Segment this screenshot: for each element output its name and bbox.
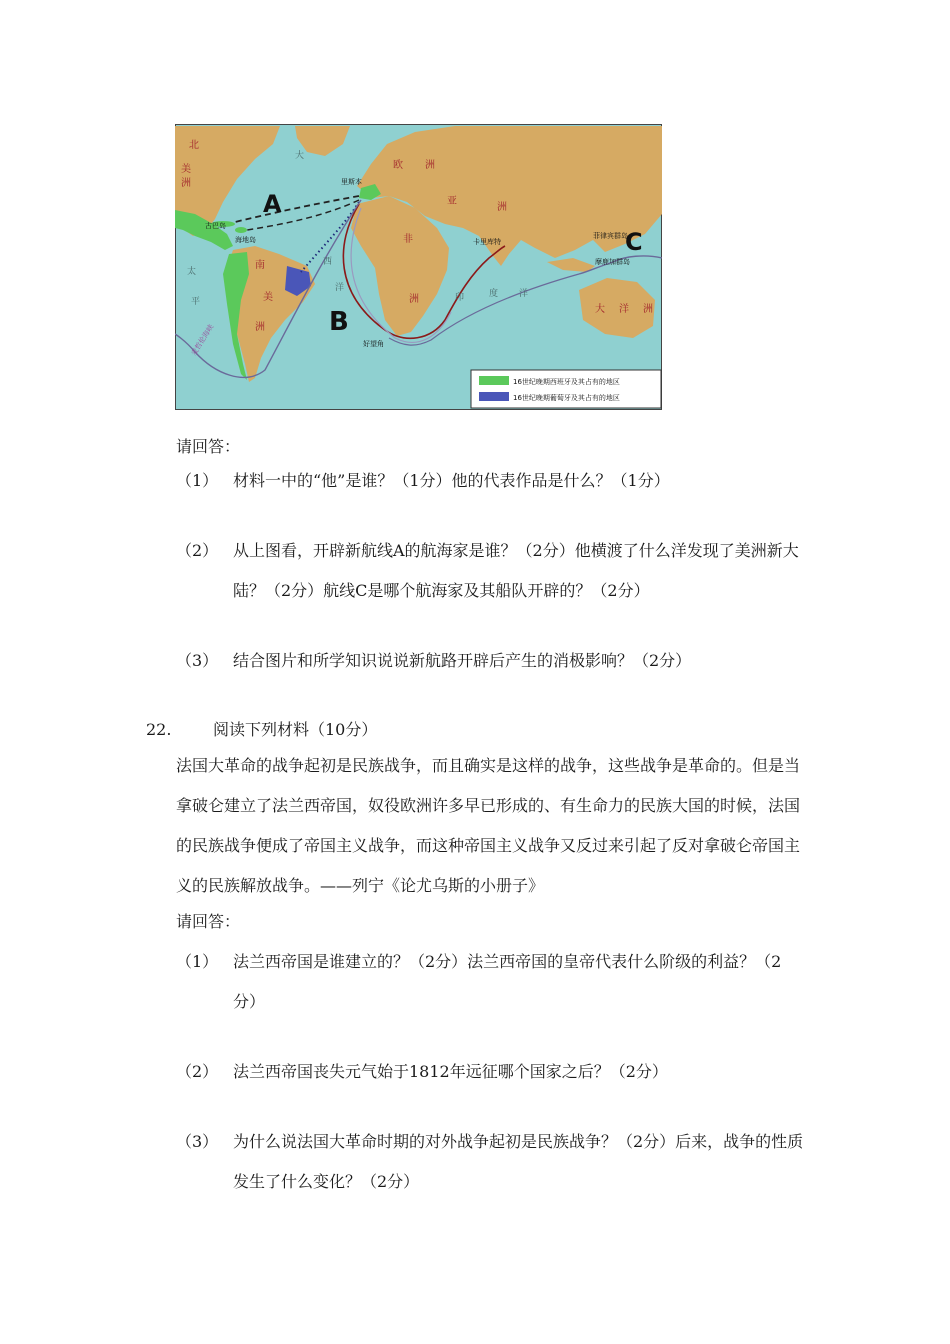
q22-material-line-3: 的民族战争便成了帝国主义战争，而这种帝国主义战争又反过来引起了反对拿破仑帝国主 — [176, 836, 801, 855]
ocean-char-3: 洋 — [335, 283, 345, 293]
haiti-label: 海地岛 — [235, 236, 256, 244]
af-char-2: 洲 — [409, 294, 419, 305]
oc-char-1: 大 — [595, 304, 605, 315]
calicut-label: 卡里库特 — [473, 238, 501, 246]
as-char-1: 亚 — [447, 196, 457, 207]
sa-char-2: 美 — [263, 292, 273, 303]
magellan-strait-label: 麦哲伦海峡 — [189, 323, 216, 358]
eu-char-1: 欧 — [393, 160, 403, 171]
legend-swatch-portugal — [479, 392, 509, 401]
q22-material-line-4: 义的民族解放战争。——列宁《论尤乌斯的小册子》 — [176, 876, 545, 895]
legend-label-portugal: 16世纪晚期葡萄牙及其占有的地区 — [513, 394, 620, 402]
q21-item-2-num: （2） — [176, 541, 219, 560]
q22-prompt: 请回答： — [176, 912, 241, 931]
lisbon-label: 里斯本 — [341, 178, 362, 186]
q21-item-2-line-1: 从上图看，开辟新航线A的航海家是谁？（2分）他横渡了什么洋发现了美洲新大 — [233, 541, 799, 560]
legend-label-spain: 16世纪晚期西班牙及其占有的地区 — [513, 378, 620, 386]
ocean-char-5: 度 — [489, 289, 499, 299]
q22-number: 22. — [146, 720, 172, 739]
q21-item-2-line-2: 陆？（2分）航线C是哪个航海家及其船队开辟的？（2分） — [233, 581, 650, 600]
route-a-label: A — [263, 190, 282, 218]
q21-item-1-num: （1） — [176, 471, 219, 490]
na-char-2: 美 — [181, 164, 191, 175]
q22-material-line-1: 法国大革命的战争起初是民族战争，而且确实是这样的战争，这些战争是革命的。但是当 — [176, 756, 801, 775]
q22-item-2-line-1: 法兰西帝国丧失元气始于1812年远征哪个国家之后？（2分） — [233, 1062, 668, 1081]
af-char-1: 非 — [403, 234, 413, 245]
na-char-1: 北 — [189, 140, 199, 151]
q22-item-1-line-2: 分） — [233, 992, 266, 1011]
q22-item-1-num: （1） — [176, 952, 219, 971]
ocean-char-1: 大 — [295, 151, 305, 161]
sa-char-3: 洲 — [255, 322, 265, 333]
q22-item-2-num: （2） — [176, 1062, 219, 1081]
route-c-label: C — [625, 228, 643, 256]
ocean-char-6: 洋 — [519, 289, 529, 299]
moluccas-label: 摩鹿加群岛 — [595, 258, 630, 266]
ocean-char-4: 印 — [455, 293, 465, 303]
q21-item-1-line-1: 材料一中的“他”是谁？（1分）他的代表作品是什么？（1分） — [233, 471, 670, 490]
q22-item-3-line-1: 为什么说法国大革命时期的对外战争起初是民族战争？（2分）后来，战争的性质 — [233, 1132, 804, 1151]
haiti-island — [235, 227, 247, 233]
ocean-char-2: 西 — [323, 257, 333, 267]
ocean-char-7: 太 — [187, 267, 197, 277]
q22-item-1-line-1: 法兰西帝国是谁建立的？（2分）法兰西帝国的皇帝代表什么阶级的利益？（2 — [233, 952, 782, 971]
ocean-char-8: 平 — [191, 297, 201, 307]
oc-char-3: 洲 — [643, 304, 653, 315]
q22-item-3-num: （3） — [176, 1132, 219, 1151]
map-legend — [471, 370, 661, 408]
cuba-label: 古巴岛 — [205, 222, 226, 230]
q22-item-3-line-2: 发生了什么变化？（2分） — [233, 1172, 420, 1191]
q21-item-3-line-1: 结合图片和所学知识说说新航路开辟后产生的消极影响？（2分） — [233, 651, 692, 670]
q21-prompt: 请回答： — [176, 437, 241, 456]
as-char-2: 洲 — [497, 202, 507, 213]
q22-title: 阅读下列材料（10分） — [213, 720, 378, 739]
na-char-3: 洲 — [181, 178, 191, 189]
philippines-label: 菲律宾群岛 — [593, 232, 628, 240]
q21-item-3-num: （3） — [176, 651, 219, 670]
sa-char-1: 南 — [255, 260, 265, 271]
oc-char-2: 洋 — [619, 304, 629, 315]
q22-material-line-2: 拿破仑建立了法兰西帝国，奴役欧洲许多早已形成的、有生命力的民族大国的时候，法国 — [176, 796, 801, 815]
eu-char-2: 洲 — [425, 160, 435, 171]
good-hope-label: 好望角 — [363, 340, 384, 348]
new-sea-routes-map — [175, 124, 662, 410]
route-b-label: B — [329, 307, 349, 337]
legend-swatch-spain — [479, 376, 509, 385]
